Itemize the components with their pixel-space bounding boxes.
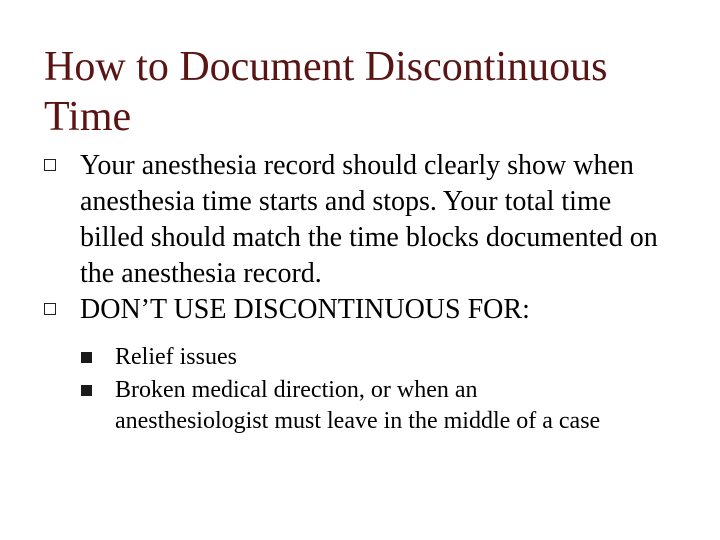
slide-body <box>0 148 720 439</box>
slide-title: How to Document Discontinuous Time <box>44 44 608 140</box>
bullet-item <box>0 148 680 292</box>
sub-bullet-item <box>0 375 635 437</box>
sub-bullet-text: Broken medical direction, or when an anesthesiologist must leave in the middle of a case <box>115 377 601 434</box>
bullet-text: Your anesthesia record should clearly show when anesthesia time starts and stops. Your total time billed should match the time blocks documented on the anesthesia record. <box>80 150 658 289</box>
sub-bullet-list <box>0 342 720 437</box>
sub-bullet-text: Relief issues <box>115 344 237 370</box>
hollow-square-bullet-icon <box>44 303 56 315</box>
bullet-text: DON’T USE DISCONTINUOUS FOR: <box>80 294 530 325</box>
solid-square-bullet-icon <box>81 385 92 396</box>
hollow-square-bullet-icon <box>44 159 56 171</box>
sub-bullet-item <box>0 342 635 373</box>
bullet-item <box>0 292 680 328</box>
solid-square-bullet-icon <box>81 352 92 363</box>
